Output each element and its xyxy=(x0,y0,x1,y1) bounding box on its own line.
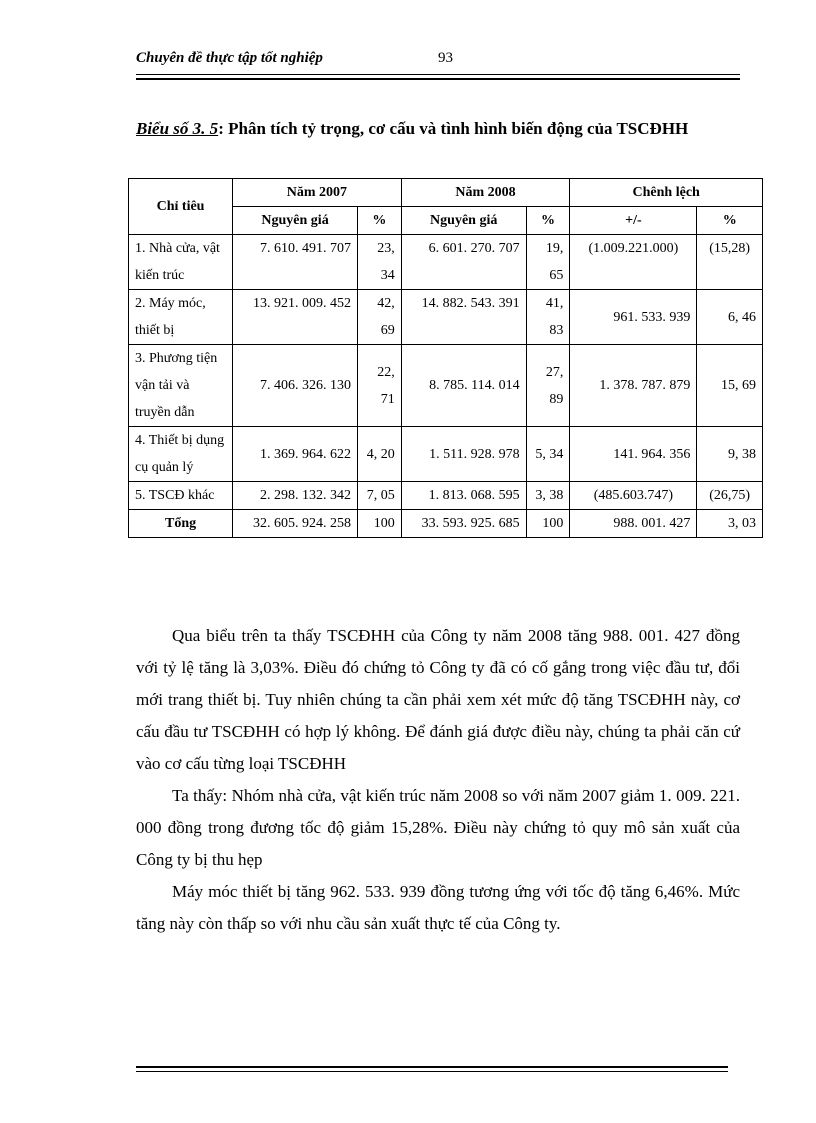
caption-label: Biểu số 3. 5 xyxy=(136,119,219,138)
total-cost-2008: 33. 593. 925. 685 xyxy=(401,510,526,538)
row-cost-2008: 1. 813. 068. 595 xyxy=(401,482,526,510)
row-pct-2008: 3, 38 xyxy=(526,482,570,510)
header-title: Chuyên đề thực tập tốt nghiệp xyxy=(136,50,323,66)
row-cost-2008: 1. 511. 928. 978 xyxy=(401,427,526,482)
paragraph: Qua biểu trên ta thấy TSCĐHH của Công ty năm 2008 tăng 988. 001. 427 đồng với tỷ lệ tăng là 3,03%. Điều đó chứng tỏ Công ty đã có cố gắng trong việc đầu tư, đổi mới trang thiết bị. Tuy nhiên chúng ta cần phải xem xét mức độ tăng TSCĐHH này, cơ cấu đầu tư TSCĐHH có hợp lý không. Để đánh giá được điều này, chúng ta phải căn cứ vào cơ cấu từng loại TSCĐHH xyxy=(136,626,740,773)
header-cost-2007: Nguyên giá xyxy=(233,207,358,235)
header-pct-2008: % xyxy=(526,207,570,235)
row-diff-amount: (1.009.221.000) xyxy=(570,235,697,290)
row-diff-amount: 1. 378. 787. 879 xyxy=(570,345,697,427)
row-indicator: 5. TSCĐ khác xyxy=(129,482,233,510)
header-pct-2007: % xyxy=(358,207,402,235)
row-diff-pct: 15, 69 xyxy=(697,345,763,427)
row-pct-2008: 5, 34 xyxy=(526,427,570,482)
page-number: 93 xyxy=(438,50,453,66)
paragraph: Ta thấy: Nhóm nhà cửa, vật kiến trúc năm 2008 so với năm 2007 giảm 1. 009. 221. 000 đồng trong đương tốc độ giảm 15,28%. Điều này chứng tỏ quy mô sản xuất của Công ty bị thu hẹp xyxy=(136,786,740,869)
row-cost-2007: 7. 406. 326. 130 xyxy=(233,345,358,427)
row-pct-2008: 41, 83 xyxy=(526,290,570,345)
header-diff-pct: % xyxy=(697,207,763,235)
row-cost-2008: 14. 882. 543. 391 xyxy=(401,290,526,345)
header-rule xyxy=(136,74,740,80)
row-cost-2007: 1. 369. 964. 622 xyxy=(233,427,358,482)
row-diff-pct: 9, 38 xyxy=(697,427,763,482)
row-diff-pct: 6, 46 xyxy=(697,290,763,345)
total-pct-2007: 100 xyxy=(358,510,402,538)
footer-rule xyxy=(136,1066,728,1072)
total-cost-2007: 32. 605. 924. 258 xyxy=(233,510,358,538)
header-cost-2008: Nguyên giá xyxy=(401,207,526,235)
row-cost-2007: 2. 298. 132. 342 xyxy=(233,482,358,510)
row-pct-2007: 22, 71 xyxy=(358,345,402,427)
row-diff-amount: (485.603.747) xyxy=(570,482,697,510)
table-row xyxy=(129,427,763,482)
table-header-row xyxy=(129,179,763,207)
row-pct-2007: 7, 05 xyxy=(358,482,402,510)
row-pct-2007: 4, 20 xyxy=(358,427,402,482)
row-pct-2008: 27, 89 xyxy=(526,345,570,427)
total-pct-2008: 100 xyxy=(526,510,570,538)
header-year-2007: Năm 2007 xyxy=(233,179,402,207)
table-row xyxy=(129,290,763,345)
paragraph: Máy móc thiết bị tăng 962. 533. 939 đồng tương ứng với tốc độ tăng 6,46%. Mức tăng này còn thấp so với nhu cầu sản xuất thực tế của Công ty. xyxy=(136,882,740,933)
row-indicator: 2. Máy móc, thiết bị xyxy=(129,290,233,345)
row-diff-pct: (15,28) xyxy=(697,235,763,290)
row-diff-amount: 961. 533. 939 xyxy=(570,290,697,345)
table-caption xyxy=(136,114,736,144)
row-diff-pct: (26,75) xyxy=(697,482,763,510)
row-indicator: 3. Phương tiện vận tải và truyền dẫn xyxy=(129,345,233,427)
row-cost-2008: 8. 785. 114. 014 xyxy=(401,345,526,427)
table-total-row xyxy=(129,510,763,538)
row-cost-2008: 6. 601. 270. 707 xyxy=(401,235,526,290)
row-pct-2008: 19, 65 xyxy=(526,235,570,290)
row-pct-2007: 23, 34 xyxy=(358,235,402,290)
asset-structure-table xyxy=(128,178,763,538)
header-indicator: Chỉ tiêu xyxy=(129,179,233,235)
header-year-2008: Năm 2008 xyxy=(401,179,570,207)
body-text xyxy=(136,620,740,940)
table-row xyxy=(129,482,763,510)
total-diff-pct: 3, 03 xyxy=(697,510,763,538)
row-pct-2007: 42, 69 xyxy=(358,290,402,345)
table-row xyxy=(129,345,763,427)
total-diff-amount: 988. 001. 427 xyxy=(570,510,697,538)
row-cost-2007: 13. 921. 009. 452 xyxy=(233,290,358,345)
page-header xyxy=(136,50,740,70)
header-difference: Chênh lệch xyxy=(570,179,763,207)
caption-text: : Phân tích tỷ trọng, cơ cấu và tình hình biến động của TSCĐHH xyxy=(218,119,689,138)
row-diff-amount: 141. 964. 356 xyxy=(570,427,697,482)
header-diff-amount: +/- xyxy=(570,207,697,235)
row-indicator: 1. Nhà cửa, vật kiến trúc xyxy=(129,235,233,290)
row-cost-2007: 7. 610. 491. 707 xyxy=(233,235,358,290)
total-indicator: Tổng xyxy=(129,510,233,538)
row-indicator: 4. Thiết bị dụng cụ quản lý xyxy=(129,427,233,482)
table-row xyxy=(129,235,763,290)
